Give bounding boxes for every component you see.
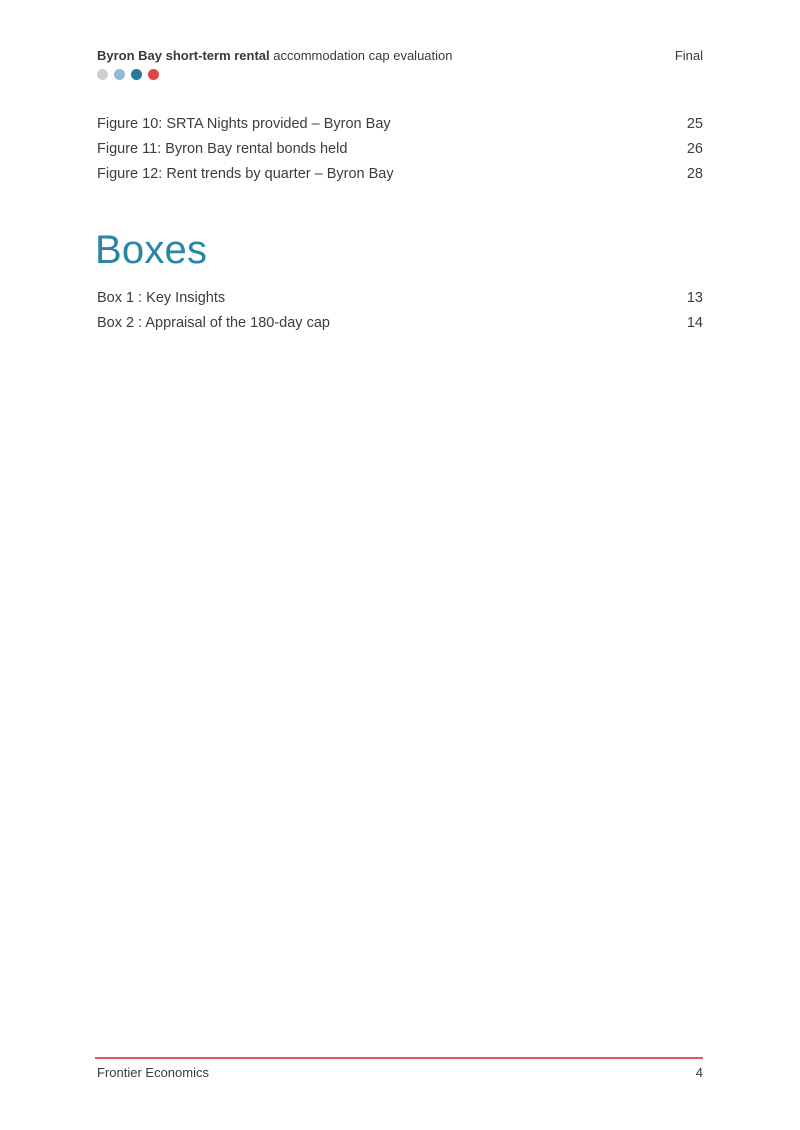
box-list [97,286,703,336]
footer-page-number: 4 [695,1065,703,1080]
toc-entry-label: Figure 10: SRTA Nights provided – Byron Bay [97,116,391,132]
toc-entry[interactable] [97,112,703,137]
toc-entry[interactable] [97,286,703,311]
page-footer [97,1065,703,1080]
toc-entry[interactable] [97,162,703,187]
header-line [97,48,703,63]
brand-dot [97,69,108,80]
toc-entry-page: 28 [686,166,703,182]
document-status: Final [674,48,703,63]
figure-list [97,112,703,187]
page-header [97,48,703,80]
toc-entry-page: 26 [686,141,703,157]
footer-company: Frontier Economics [97,1065,209,1080]
toc-entry[interactable] [97,137,703,162]
toc-entry-label: Figure 12: Rent trends by quarter – Byron Bay [97,166,394,182]
toc-entry-page: 13 [686,290,703,306]
toc-entry-page: 14 [686,315,703,331]
toc-entry-label: Box 1 : Key Insights [97,290,226,306]
document-title-rest: accommodation cap evaluation [269,48,453,63]
toc-entry-label: Figure 11: Byron Bay rental bonds held [97,141,348,157]
brand-dot [114,69,125,80]
document-title [97,48,453,63]
document-title-bold: Byron Bay short-term rental [97,48,270,63]
toc-entry-label: Box 2 : Appraisal of the 180-day cap [97,315,330,331]
section-heading-boxes: Boxes [95,228,208,272]
brand-dots [97,69,703,80]
brand-dot [148,69,159,80]
brand-dot [131,69,142,80]
footer-divider [95,1057,703,1059]
toc-entry-page: 25 [686,116,703,132]
toc-entry[interactable] [97,311,703,336]
